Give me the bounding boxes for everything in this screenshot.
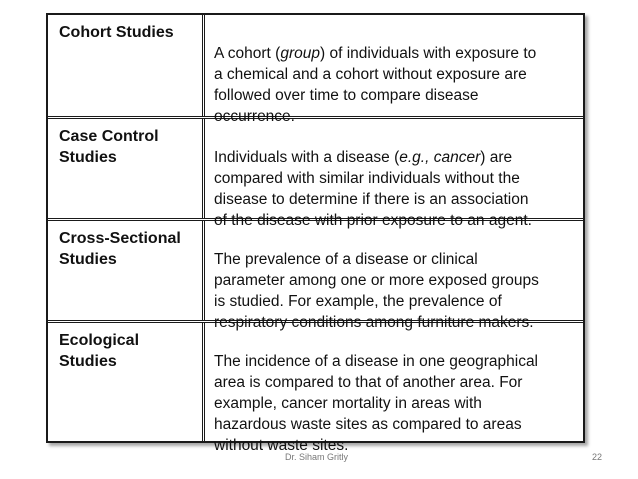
row-term (48, 15, 205, 116)
table-row-case-control (48, 119, 583, 229)
term-label: Cross-Sectional Studies (59, 230, 181, 268)
row-term (48, 119, 205, 218)
description-text: The incidence of a disease in one geographical area is compared to that of another area. For example, cancer mortality in areas with hazardous waste sites as compared to areas without waste sites. (214, 353, 539, 454)
footer-author: Dr. Siham Gritly (285, 452, 349, 462)
row-description (205, 15, 583, 125)
row-term (48, 221, 205, 320)
term-label: Case Control Studies (59, 128, 159, 166)
term-label: Cohort Studies (59, 24, 174, 41)
table-row-cohort (48, 15, 583, 125)
study-types-table (46, 13, 585, 454)
term-label: Ecological Studies (59, 332, 140, 370)
row-description (205, 221, 583, 331)
description-text: A cohort (group) of individuals with exposure to a chemical and a cohort without exposure are followed over time to compare disease occurrence. (214, 45, 537, 125)
row-term (48, 323, 205, 441)
description-text: The prevalence of a disease or clinical parameter among one or more exposed groups is studied. For example, the prevalence of respiratory conditions among furniture makers. (214, 251, 539, 331)
page-number: 22 (592, 452, 603, 462)
description-text: Individuals with a disease (e.g., cancer) are compared with similar individuals without the disease to determine if there is an association of the disease with prior exposure to an agent. (214, 149, 532, 229)
table-row-ecological (48, 323, 583, 454)
table-row-cross-sectional (48, 221, 583, 331)
row-description (205, 119, 583, 229)
row-description (205, 323, 583, 454)
